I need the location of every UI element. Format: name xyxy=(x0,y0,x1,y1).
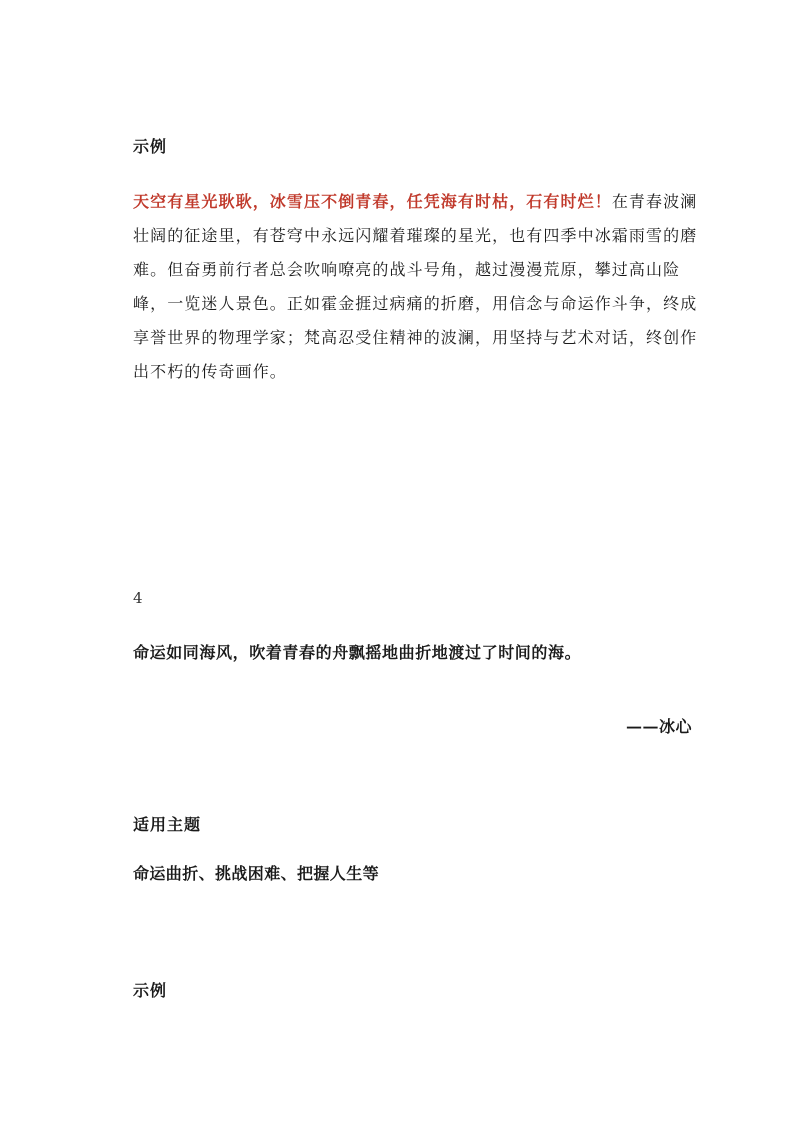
quote-author: ——冰心 xyxy=(625,717,692,736)
example-heading-2: 示例 xyxy=(133,981,168,1000)
quote-text: 命运如同海风，吹着青春的舟飘摇地曲折地渡过了时间的海。 xyxy=(133,643,582,662)
paragraph-body: 在青春波澜壮阔的征途里，有苍穹中永远闪耀着璀璨的星光，也有四季中冰霜雨雪的磨难。但奋勇前行者总会吹响嘹亮的战斗号角，越过漫漫荒原，攀过高山险峰，一览迷人景色。正如霍金捱过病痛的折磨，用信念与命运作斗争，终成享誉世界的物理学家；梵高忍受住精神的波澜，用坚持与艺术对话，终创作出不朽的传奇画作。 xyxy=(133,192,698,381)
item-number: 4 xyxy=(133,589,143,607)
theme-heading: 适用主题 xyxy=(133,815,202,834)
theme-topics: 命运曲折、挑战困难、把握人生等 xyxy=(133,864,380,883)
example-paragraph xyxy=(133,185,698,389)
example-heading: 示例 xyxy=(133,137,168,156)
highlighted-sentence: 天空有星光耿耿，冰雪压不倒青春，任凭海有时枯，石有时烂！ xyxy=(133,192,612,211)
